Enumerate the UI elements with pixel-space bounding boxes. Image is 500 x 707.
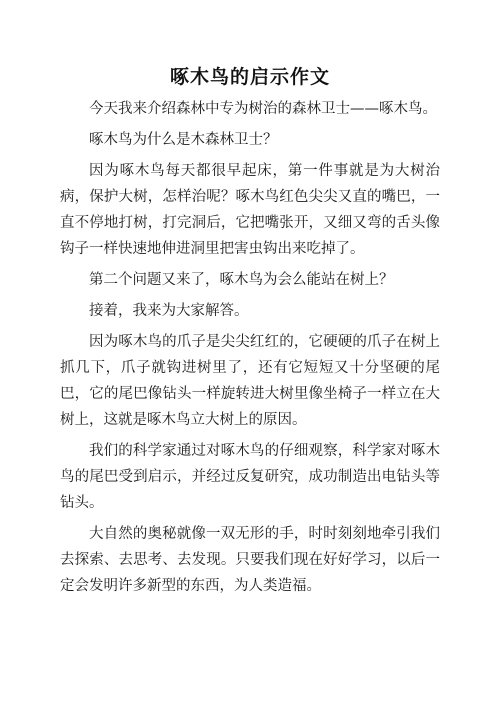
- paragraph: 我们的科学家通过对啄木鸟的仔细观察，科学家对啄木鸟的尾巴受到启示，并经过反复研究，成功制造出电钻头等钻头。: [60, 443, 440, 511]
- paragraph: 啄木鸟为什么是木森林卫士？: [89, 132, 278, 148]
- paragraph: 第二个问题又来了，啄木鸟为会么能站在树上？: [89, 272, 394, 288]
- paragraph: 大自然的奥秘就像一双无形的手，时时刻刻地牵引我们去探索、去思考、去发现。只要我们现在好好学习，以后一定会发明许多新型的东西，为人类造福。: [60, 526, 440, 594]
- paragraph: 接着，我来为大家解答。: [89, 303, 249, 319]
- document-title: 啄木鸟的启示作文: [169, 66, 330, 88]
- paragraph: 因为啄木鸟的爪子是尖尖红红的，它硬硬的爪子在树上抓几下，爪子就钩进树里了，还有它短短又十分坚硬的尾巴，它的尾巴像钻头一样旋转进大树里像坐椅子一样立在大树上，这就是啄木鸟立大树上的原因。: [60, 334, 440, 428]
- paragraph: 因为啄木鸟每天都很早起床，第一件事就是为大树治病，保护大树，怎样治呢？啄木鸟红色尖尖又直的嘴巴，一直不停地打树，打完洞后，它把嘴张开，又细又弯的舌头像钩子一样快速地伸进洞里把害虫钩出来吃掉了。: [60, 163, 440, 257]
- paragraph: 今天我来介绍森林中专为树治的森林卫士——啄木鸟。: [89, 101, 437, 117]
- document-body: [60, 96, 440, 604]
